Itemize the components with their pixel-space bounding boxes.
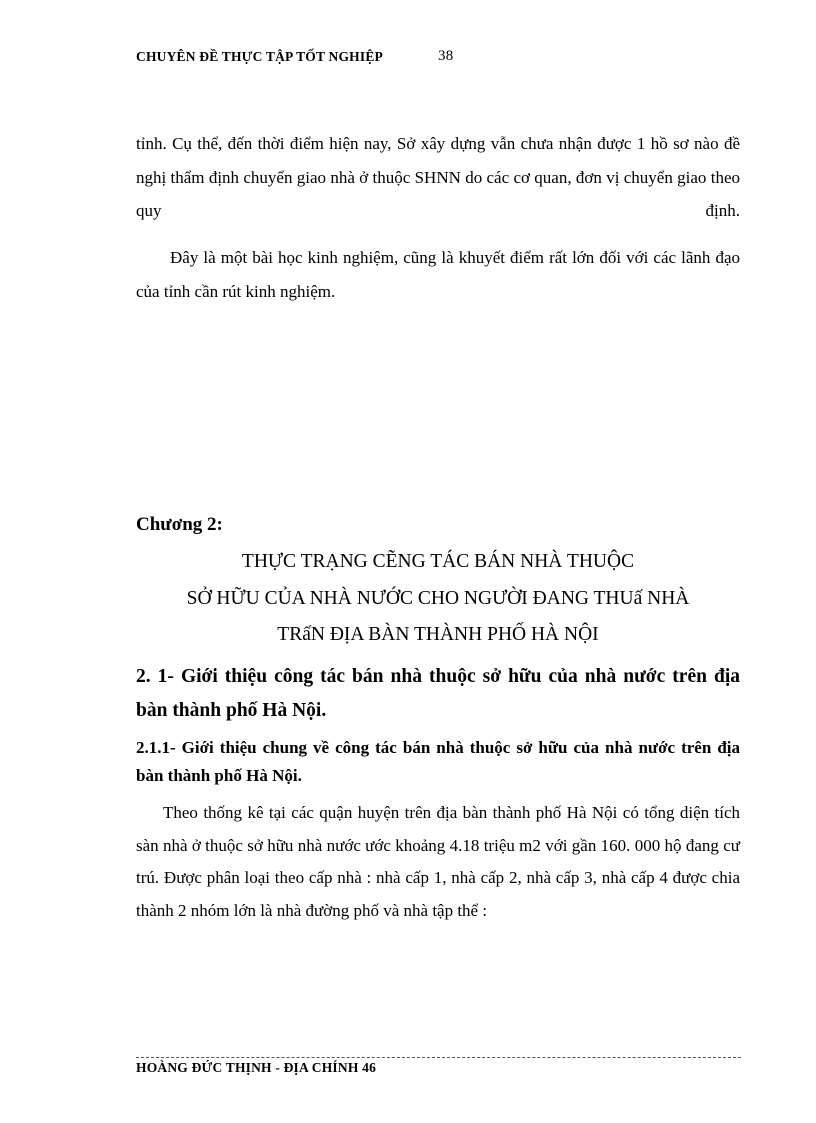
chapter-title-line-1: THỰC TRẠNG CẼNG TÁC BÁN NHÀ THUỘC xyxy=(241,551,635,572)
body-paragraph-1: tỉnh. Cụ thể, đến thời điểm hiện nay, Sở xây dựng vẫn chưa nhận được 1 hồ sơ nào đề nghị thẩm định chuyển giao nhà ở thuộc SHNN do các cơ quan, đơn vị chuyển giao theo quy định. xyxy=(136,134,740,220)
page-number: 38 xyxy=(438,48,454,64)
header-title: CHUYÊN ĐỀ THỰC TẬP TỐT NGHIỆP xyxy=(136,49,383,64)
footer-divider xyxy=(136,1057,741,1058)
chapter-label: Chương 2: xyxy=(136,514,223,535)
body-paragraph-2: Đây là một bài học kinh nghiệm, cũng là khuyết điểm rất lớn đối với các lãnh đạo của tỉnh cần rút kinh nghiệm. xyxy=(136,248,740,301)
subsection-heading: 2.1.1- Giới thiệu chung về công tác bán nhà thuộc sở hữu của nhà nước trên địa bàn thành phố Hà Nội. xyxy=(136,738,740,785)
section-heading: 2. 1- Giới thiệu công tác bán nhà thuộc sở hữu của nhà nước trên địa bàn thành phố Hà Nội. xyxy=(136,666,740,721)
chapter-title-line-3: TRấN ĐỊA BÀN THÀNH PHỐ HÀ NỘI xyxy=(277,624,599,645)
chapter-title-line-2: SỞ HỮU CỦA NHÀ NƯỚC CHO NGƯỜI ĐANG THUấ NHÀ xyxy=(186,588,690,609)
body-paragraph-3: Theo thống kê tại các quận huyện trên địa bàn thành phố Hà Nội có tổng diện tích sàn nhà ở thuộc sở hữu nhà nước ước khoảng 4.18 triệu m2 với gần 160. 000 hộ đang cư trú. Được phân loại theo cấp nhà : nhà cấp 1, nhà cấp 2, nhà cấp 3, nhà cấp 4 được chia thành 2 nhóm lớn là nhà đường phố và nhà tập thể : xyxy=(136,803,740,920)
page-header xyxy=(136,49,636,69)
page-footer: HOÀNG ĐỨC THỊNH - ĐỊA CHÍNH 46 xyxy=(136,1060,377,1075)
